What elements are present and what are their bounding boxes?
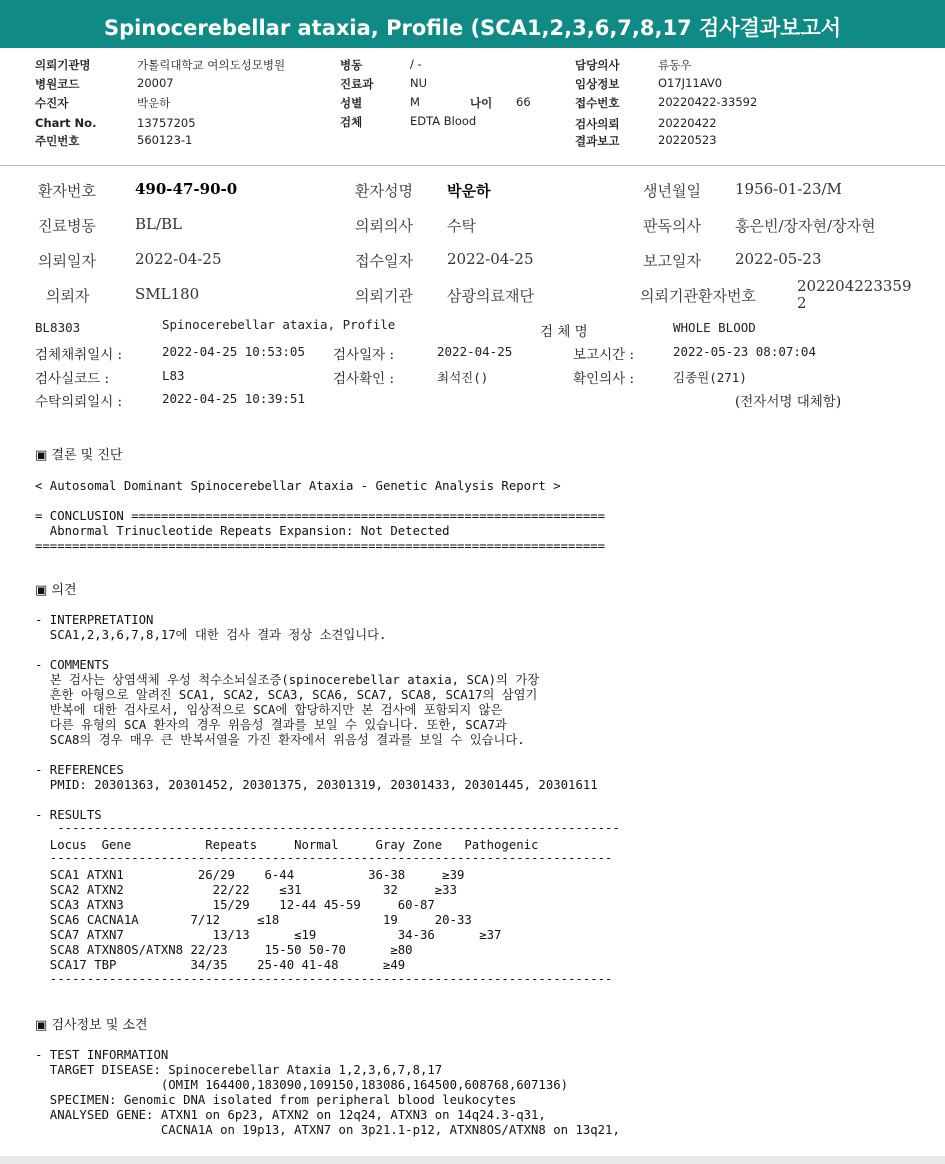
conclusion-rule: ============================================================================= (35, 539, 606, 553)
testdate-value: 2022-04-25 (437, 344, 513, 359)
results-row: SCA17 TBP 34/35 25-40 41-48 ≥49 (35, 958, 406, 972)
header-info (0, 48, 945, 166)
comment-line: 반복에 대한 검사로서, 임상적으로 SCA에 합당하지만 본 검사에 포함되지 않은 (35, 703, 503, 717)
collect-label: 검체채취일시 : (35, 347, 123, 363)
patient-label: 환자번호 (38, 182, 96, 200)
testinfo-head: - TEST INFORMATION (35, 1048, 169, 1062)
patient-label: 보고일자 (643, 252, 701, 270)
results-row: SCA8 ATXN8OS/ATXN8 22/23 15-50 50-70 ≥80 (35, 943, 413, 957)
room-value: L83 (162, 368, 185, 383)
conclusion-head: = CONCLUSION ================================================================ (35, 509, 606, 523)
results-columns: Locus Gene Repeats Normal Gray Zone Pathogenic (35, 838, 539, 852)
header-value: 박운하 (137, 96, 171, 110)
header-label: 접수번호 (575, 96, 620, 110)
header-value: / - (410, 57, 422, 71)
header-value: 20220422 (658, 116, 717, 130)
results-rule: ---------------------------------------------------------------------------- (35, 821, 620, 835)
testinfo-line: (OMIM 164400,183090,109150,183086,164500,608768,607136) (35, 1078, 569, 1092)
header-label: 병동 (340, 58, 363, 72)
results-rule: ---------------------------------------------------------------------------- (35, 851, 613, 865)
patient-value: 삼광의료재단 (447, 287, 534, 305)
header-label: 임상정보 (575, 77, 620, 91)
patient-value: 202204223359 (797, 277, 912, 295)
header-value: 13757205 (137, 116, 196, 130)
comments-head: - COMMENTS (35, 658, 110, 672)
patient-label: 의뢰의사 (355, 217, 413, 235)
header-value: O17J11AV0 (658, 76, 723, 90)
patient-value: 홍은빈/장자현/장자현 (735, 217, 876, 235)
references-body: PMID: 20301363, 20301452, 20301375, 20301319, 20301433, 20301445, 20301611 (35, 778, 598, 792)
patient-label: 의뢰일자 (38, 252, 96, 270)
comment-line: 흔한 아형으로 알려진 SCA1, SCA2, SCA3, SCA6, SCA7, SCA8, SCA17의 삼염기 (35, 688, 538, 702)
report-title-line: < Autosomal Dominant Spinocerebellar Ataxia - Genetic Analysis Report > (35, 479, 561, 493)
header-value: EDTA Blood (410, 114, 477, 128)
header-value: 560123-1 (137, 133, 193, 147)
header-value: 20220422-33592 (658, 95, 758, 109)
request-label: 수탁의뢰일시 : (35, 394, 123, 410)
patient-value: 2022-04-25 (135, 250, 222, 268)
report-title: Spinocerebellar ataxia, Profile (SCA1,2,3,6,7,8,17 검사결과보고서 (103, 16, 842, 40)
comment-line: SCA8의 경우 매우 큰 반복서열을 가진 환자에서 위음성 결과를 보일 수 있습니다. (35, 733, 525, 747)
patient-label: 진료병동 (38, 217, 96, 235)
header-label: 수진자 (35, 96, 69, 110)
esign-note: (전자서명 대체함) (735, 394, 842, 410)
testdate-label: 검사일자 : (333, 347, 395, 363)
patient-value-wrap: 2 (797, 294, 807, 312)
reporttime-label: 보고시간 : (573, 347, 635, 363)
room-label: 검사실코드 : (35, 371, 110, 387)
confirm-label: 검사확인 : (333, 371, 395, 387)
header-value: 류동우 (658, 58, 692, 72)
report-title-banner (0, 0, 945, 48)
results-row: SCA3 ATXN3 15/29 12-44 45-59 60-87 (35, 898, 435, 912)
header-value: 20220523 (658, 133, 717, 147)
header-label: 성별 (340, 96, 363, 110)
header-value: NU (410, 76, 428, 90)
results-row: SCA7 ATXN7 13/13 ≤19 34-36 ≥37 (35, 928, 502, 942)
header-label: 의뢰기관명 (35, 58, 91, 72)
patient-value: 2022-04-25 (447, 250, 534, 268)
conclusion-body: Abnormal Trinucleotide Repeats Expansion: Not Detected (35, 524, 450, 538)
patient-label: 의뢰기관 (355, 287, 413, 305)
collect-value: 2022-04-25 10:53:05 (162, 344, 305, 359)
results-row: SCA1 ATXN1 26/29 6-44 36-38 ≥39 (35, 868, 465, 882)
results-row: SCA2 ATXN2 22/22 ≤31 32 ≥33 (35, 883, 457, 897)
header-value: 66 (516, 95, 531, 109)
interpretation-head: - INTERPRETATION (35, 613, 154, 627)
report-body (0, 166, 945, 1156)
footer-bar (0, 1156, 945, 1164)
test-name: Spinocerebellar ataxia, Profile (162, 317, 396, 332)
header-label: 검체 (340, 115, 363, 129)
patient-value: 490-47-90-0 (135, 180, 238, 198)
testinfo-line: TARGET DISEASE: Spinocerebellar Ataxia 1,2,3,6,7,8,17 (35, 1063, 443, 1077)
header-label: 나이 (470, 96, 493, 110)
header-label: 검사의뢰 (575, 117, 620, 131)
header-value: 가톨릭대학교 여의도성모병원 (137, 58, 286, 72)
testinfo-line: SPECIMEN: Genomic DNA isolated from peripheral blood leukocytes (35, 1093, 517, 1107)
testinfo-line: CACNA1A on 19p13, ATXN7 on 3p21.1-p12, ATXN8OS/ATXN8 on 13q21, (35, 1123, 620, 1137)
patient-label: 의뢰기관환자번호 (640, 287, 756, 305)
header-label: Chart No. (35, 116, 97, 130)
patient-value: 1956-01-23/M (735, 180, 842, 198)
section-opinion-heading: ▣ 의견 (35, 583, 77, 598)
patient-value: 박운하 (447, 182, 491, 200)
references-head: - REFERENCES (35, 763, 124, 777)
specimen-value: WHOLE BLOOD (673, 320, 756, 335)
header-label: 주민번호 (35, 134, 80, 148)
patient-value: 2022-05-23 (735, 250, 822, 268)
doctor-label: 확인의사 : (573, 371, 635, 387)
results-rule: ---------------------------------------------------------------------------- (35, 972, 613, 986)
patient-label: 접수일자 (355, 252, 413, 270)
test-code: BL8303 (35, 320, 81, 335)
results-row: SCA6 CACNA1A 7/12 ≤18 19 20-33 (35, 913, 472, 927)
section-testinfo-heading: ▣ 검사정보 및 소견 (35, 1018, 148, 1033)
header-label: 병원코드 (35, 77, 80, 91)
header-label: 결과보고 (575, 134, 620, 148)
comment-line: 다른 유형의 SCA 환자의 경우 위음성 결과를 보일 수 있습니다. 또한, SCA7과 (35, 718, 507, 732)
interpretation-body: SCA1,2,3,6,7,8,17에 대한 검사 결과 정상 소견입니다. (35, 628, 387, 642)
patient-label: 판독의사 (643, 217, 701, 235)
patient-value: BL/BL (135, 215, 183, 233)
section-conclusion-heading: ▣ 결론 및 진단 (35, 448, 123, 463)
patient-value: 수탁 (447, 217, 476, 235)
header-label: 진료과 (340, 77, 374, 91)
patient-label: 의뢰자 (46, 287, 90, 305)
header-value: M (410, 95, 420, 109)
testinfo-line: ANALYSED GENE: ATXN1 on 6p23, ATXN2 on 12q24, ATXN3 on 14q24.3-q31, (35, 1108, 546, 1122)
patient-label: 생년월일 (643, 182, 701, 200)
specimen-label: 검 체 명 (540, 324, 588, 340)
confirm-value: 최석진() (437, 370, 489, 385)
comment-line: 본 검사는 상염색체 우성 척수소뇌실조증(spinocerebellar ataxia, SCA)의 가장 (35, 673, 540, 687)
patient-label: 환자성명 (355, 182, 413, 200)
reporttime-value: 2022-05-23 08:07:04 (673, 344, 816, 359)
doctor-value: 김종원(271) (673, 370, 747, 385)
header-label: 담당의사 (575, 58, 620, 72)
request-value: 2022-04-25 10:39:51 (162, 391, 305, 406)
results-head: - RESULTS (35, 808, 102, 822)
patient-value: SML180 (135, 285, 200, 303)
header-value: 20007 (137, 76, 174, 90)
